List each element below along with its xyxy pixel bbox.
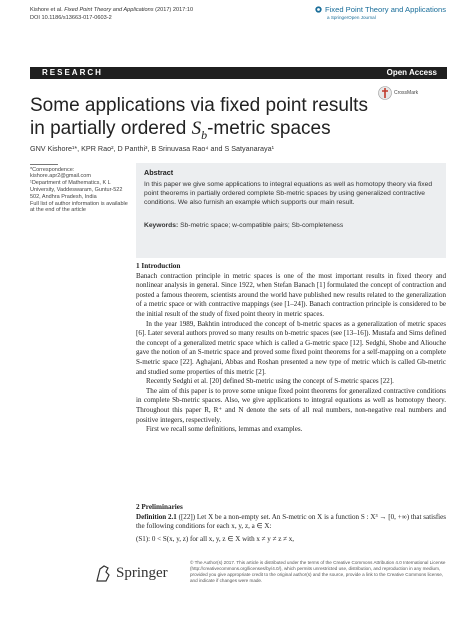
abstract-text: In this paper we give some applications to integral equations as well as homotopy theory via fixed point theorems in partially ordered complete Sb-metric spaces by using generalized contractive conditions. We also furnish an example which supports our main result. bbox=[144, 181, 433, 206]
citation-journal: Fixed Point Theory and Applications bbox=[64, 7, 154, 13]
intro-paragraph-2: In the year 1989, Bakhtin introduced the concept of b-metric spaces as a generalization of metric spaces [6]. Later several authors proved so many results on b-metric spaces (see [13–16]). Mustafa and Sims defined the concept of a generalized metric space which is called a G-metric space [12]. Sedghi, Shobe and Aliouche gave the notion of an S-metric space and proved some fixed point theorems for a self-mapping on a complete S-metric space [22]. Aghajani, Abbas and Roshan presented a new type of metric which is called Gb-metric and studied some properties of this metric [2]. bbox=[136, 319, 446, 376]
keywords-label: Keywords: bbox=[144, 222, 179, 229]
intro-heading: 1 Introduction bbox=[136, 262, 181, 270]
intro-paragraph-3: Recently Sedghi et al. [20] defined Sb-metric using the concept of S-metric spaces [22]. bbox=[146, 377, 394, 386]
keywords-list: Sb-metric space; w-compatible pairs; Sb-completeness bbox=[180, 222, 344, 229]
journal-logo-icon bbox=[315, 6, 322, 13]
journal-name: Fixed Point Theory and Applications bbox=[324, 5, 446, 14]
author-info-note: Full list of author information is available at the end of the article bbox=[30, 200, 128, 214]
keywords bbox=[144, 222, 436, 231]
title-line-2-post: -metric spaces bbox=[207, 118, 331, 139]
intro-paragraph-1: Banach contraction principle in metric spaces is one of the most important results in fixed theory and nonlinear analysis in general. Since 1922, when Stefan Banach [1] formulated the concept of contraction and posted a famous theorem, scientists around the world have published new results related to the generalization of a metric space or with contractive mappings (see [1–24]). Banach contraction principle is considered to be the initial result of the study of fixed point theory in metric spaces. bbox=[136, 271, 446, 318]
definition-label: Definition 2.1 bbox=[136, 512, 177, 521]
crossmark-label: CrossMark bbox=[394, 90, 419, 96]
condition-s1: (S1): 0 < S(x, y, z) for all x, y, z ∈ X with x ≠ y ≠ z ≠ x, bbox=[136, 534, 294, 543]
crossmark-icon bbox=[378, 86, 392, 100]
correspondence-label: *Correspondence: bbox=[30, 166, 75, 173]
affiliation: ¹Department of Mathematics, K L University, Vaddeswaram, Guntur-522 502, Andhra Pradesh, India bbox=[30, 180, 123, 200]
article-title bbox=[30, 94, 390, 147]
abstract-heading: Abstract bbox=[144, 168, 174, 177]
citation-authors: Kishore et al. bbox=[30, 7, 63, 13]
introduction-section bbox=[136, 262, 446, 435]
prelim-heading: 2 Preliminaries bbox=[136, 503, 183, 511]
preliminaries-section bbox=[136, 503, 446, 544]
definition-2-1 bbox=[136, 513, 446, 532]
journal-sub: a SpringerOpen Journal bbox=[326, 15, 376, 20]
citation-header bbox=[30, 7, 193, 22]
doi-link[interactable]: DOI 10.1186/s13663-017-0603-2 bbox=[30, 14, 112, 21]
aside-divider bbox=[30, 164, 58, 165]
crossmark-badge[interactable] bbox=[378, 86, 448, 105]
definition-text: ([22]) Let X be a non-empty set. An S-metric on X is a function S : X³ → [0, +∞) that satisfies the following conditions for each x, y, z, a ∈ X: bbox=[136, 512, 446, 531]
title-line-1: Some applications via fixed point results bbox=[30, 95, 368, 116]
open-access-label: Open Access bbox=[386, 68, 437, 77]
article-type-banner bbox=[30, 67, 447, 79]
correspondence-email[interactable]: kishore.apr2@gmail.com bbox=[30, 173, 91, 180]
intro-paragraph-5: First we recall some definitions, lemmas and examples. bbox=[146, 425, 303, 434]
intro-paragraph-4: The aim of this paper is to prove some unique fixed point theorems for generalized contractive conditions in complete Sb-metric spaces. Also, we give applications to integral equations as well as homotopy theory. Throughout this paper R, R⁺ and N denote the sets of all real numbers, non-negative real numbers and positive integers, respectively. bbox=[136, 386, 446, 424]
journal-brand[interactable] bbox=[316, 5, 446, 20]
title-line-2 bbox=[30, 117, 390, 147]
title-line-2-pre: in partially ordered bbox=[30, 118, 192, 139]
author-list: GNV Kishore¹*, KPR Rao², D Panthi³, B Srinuvasa Rao⁴ and S Satyanaraya¹ bbox=[30, 144, 274, 153]
springer-logo bbox=[94, 563, 184, 590]
springer-wordmark: Springer bbox=[116, 565, 168, 581]
license-text: © The Author(s) 2017. This article is distributed under the terms of the Creative Commons Attribution 4.0 International License (http://creativecommons.org/licenses/by/4.0/), which permits unrestricted use, distribution, and reproduction in any medium, provided you give appropriate credit to the original author(s) and the source, provide a link to the Creative Commons license, and indicate if changes were made. bbox=[190, 560, 446, 583]
author-notes bbox=[30, 161, 130, 214]
article-type-label: RESEARCH bbox=[42, 68, 103, 77]
title-math-sub: b bbox=[201, 127, 208, 142]
abstract-box bbox=[136, 163, 446, 258]
title-math: S bbox=[191, 118, 202, 139]
citation-year: (2017) 2017:10 bbox=[155, 7, 194, 13]
